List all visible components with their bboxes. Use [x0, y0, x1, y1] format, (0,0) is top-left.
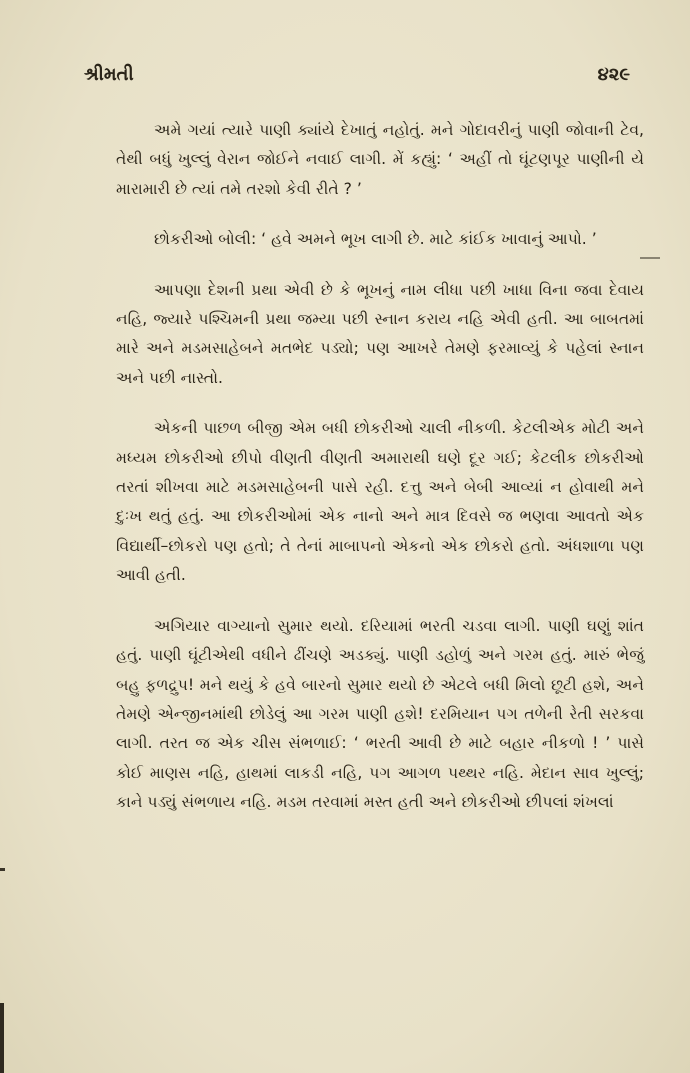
page-edge-mark	[0, 868, 5, 871]
running-head	[84, 64, 630, 92]
paragraph-1: અમે ગયાં ત્યારે પાણી ક્યાંયે દેખાતું નહોતું. મને ગોદાવરીનું પાણી જોવાની ટેવ, તેથી બધું ખુલ્લું વેરાન જોઈને નવાઈ લાગી. મેં કહ્યું: ‘ અહીં તો ઘૂંટણપૂર પાણીની યે મારામારી છે ત્યાં તમે તરશો કેવી રીતે ? ’	[116, 121, 644, 198]
running-head-title: શ્રીમતી	[84, 64, 134, 85]
page-edge-binding	[0, 1003, 4, 1073]
paragraph-3: આપણા દેશની પ્રથા એવી છે કે ભૂખનું નામ લીધા પછી ખાધા વિના જવા દેવાય નહિ, જ્યારે પશ્ચિમની પ્રથા જમ્યા પછી સ્નાન કરાય નહિ એવી હતી. આ બાબતમાં મારે અને મડમસાહેબને મતભેદ પડ્યો; પણ આખરે તેમણે ફરમાવ્યું કે પહેલાં સ્નાન અને પછી નાસ્તો.	[116, 280, 644, 387]
paragraph-4: એકની પાછળ બીજી એમ બધી છોકરીઓ ચાલી નીકળી. કેટલીએક મોટી અને મધ્યમ છોકરીઓ છીપો વીણતી વીણતી અમારાથી ઘણે દૂર ગઈ; કેટલીક છોકરીઓ તરતાં શીખવા માટે મડમસાહેબની પાસે રહી. દત્તુ અને બેબી આવ્યાં ન હોવાથી મને દુઃખ થતું હતું. આ છોકરીઓમાં એક નાનો અને માત્ર દિવસે જ ભણવા આવતો એક વિદ્યાર્થી–છોકરો પણ હતો; તે તેનાં માબાપનો એકનો એક છોકરો હતો. અંધશાળા પણ આવી હતી.	[116, 419, 644, 585]
paragraph-5: અગિયાર વાગ્યાનો સુમાર થયો. દરિયામાં ભરતી ચડવા લાગી. પાણી ઘણું શાંત હતું. પાણી ઘૂંટીએથી વધીને ઢીંચણે અડક્યું. પાણી ડહોળું અને ગરમ હતું. મારું ભેજું બહુ ફળદ્રુપ! મને થયું કે હવે બારનો સુમાર થયો છે એટલે બધી મિલો છૂટી હશે, અને તેમણે એન્જીનમાંથી છોડેલું આ ગરમ પાણી હશે! દરમિયાન પગ તળેની રેતી સરકવા લાગી. તરત જ એક ચીસ સંભળાઈ: ‘ ભરતી આવી છે માટે બહાર નીકળો ! ’ પાસે કોઈ માણસ નહિ, હાથમાં લાકડી નહિ, પગ આગળ પથ્થર નહિ. મેદાન સાવ ખુલ્લું; કાને પડ્યું સંભળાય નહિ. મડમ તરવામાં મસ્ત હતી અને છોકરીઓ છીપલાં શંખલાં	[116, 616, 644, 812]
page-number: ૪૨૯	[597, 64, 630, 85]
paragraph-2: છોકરીઓ બોલી: ‘ હવે અમને ભૂખ લાગી છે. માટે કાંઈક ખાવાનું આપો. ’	[154, 230, 597, 249]
body-text	[116, 116, 644, 839]
